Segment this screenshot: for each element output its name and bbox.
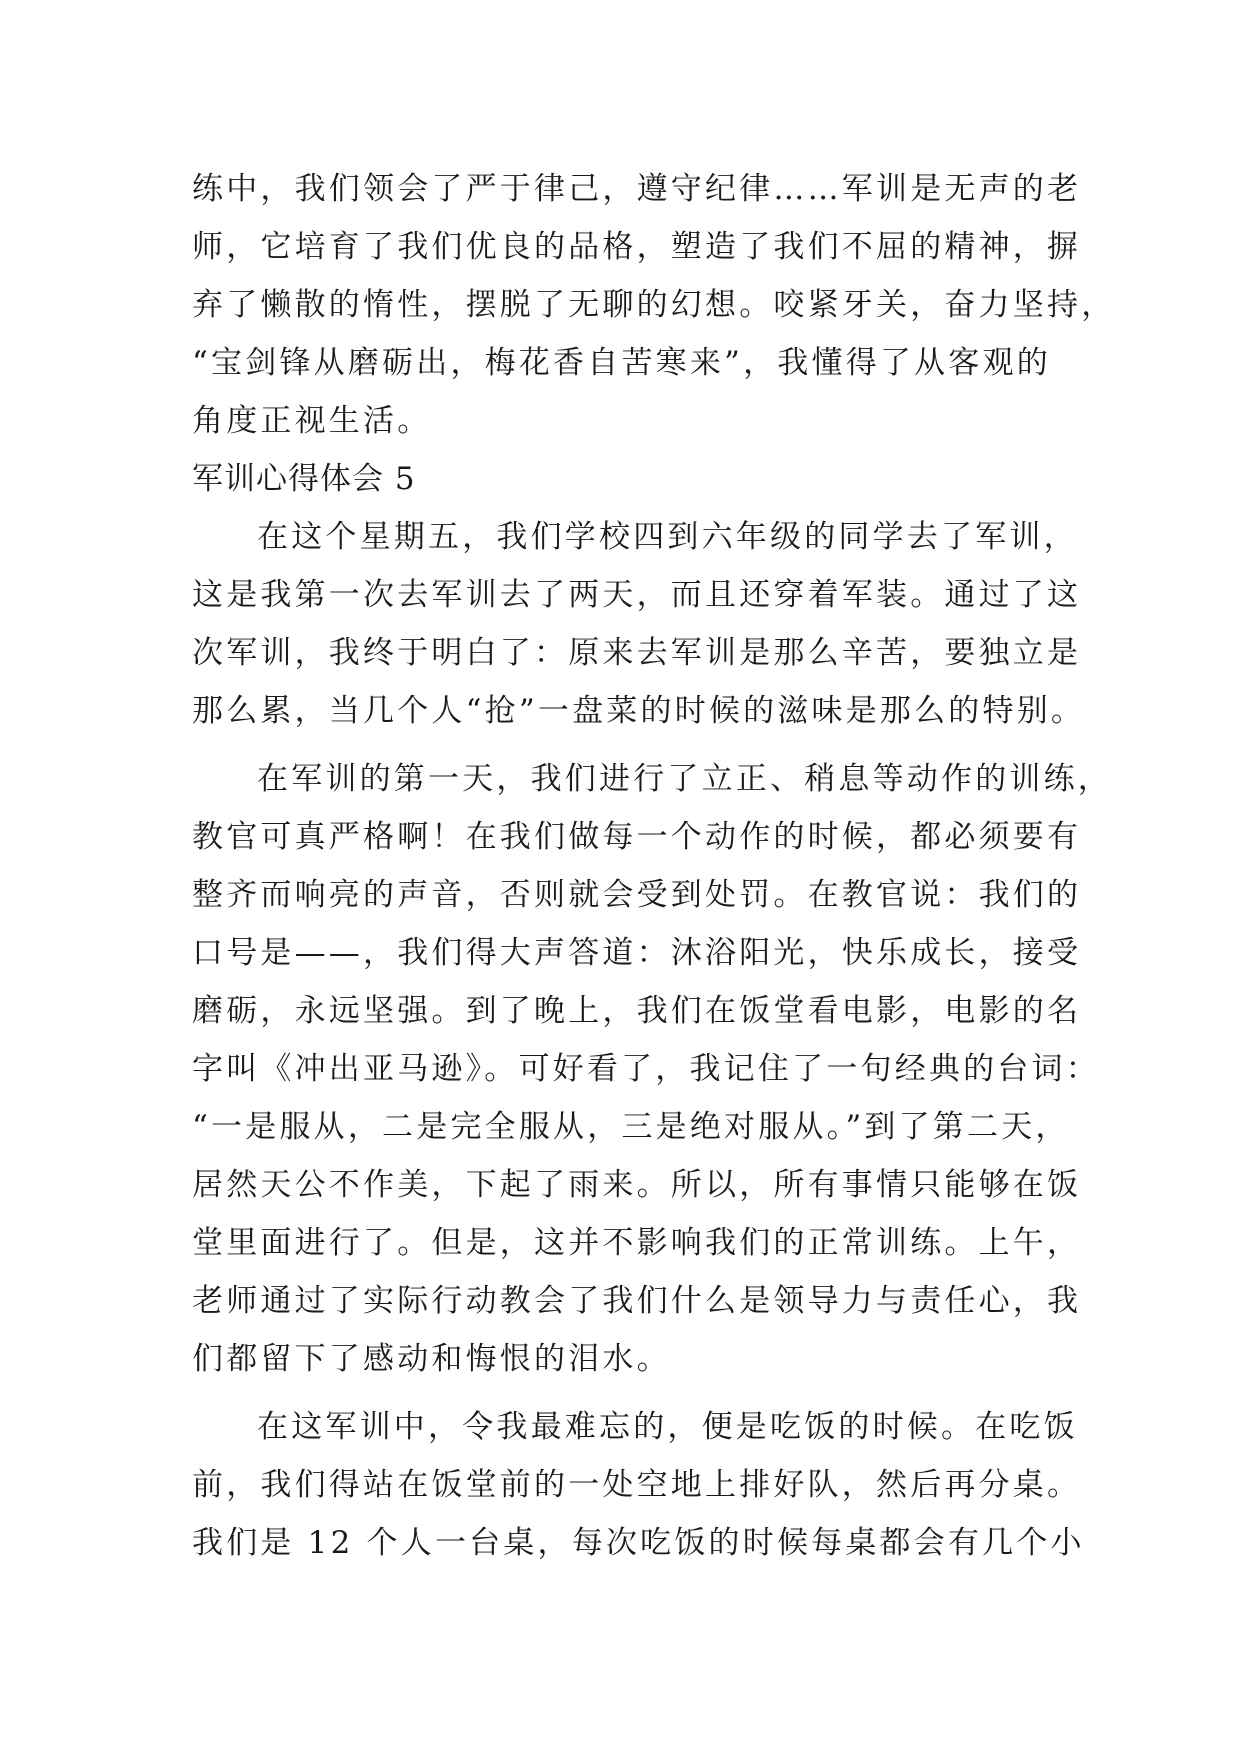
text-line: 整齐而响亮的声音，否则就会受到处罚。在教官说：我们的: [192, 877, 1082, 913]
text-line: 堂里面进行了。但是，这并不影响我们的正常训练。上午，: [192, 1225, 1082, 1261]
text-line: 前，我们得站在饭堂前的一处空地上排好队，然后再分桌。: [192, 1467, 1082, 1503]
section-heading: 军训心得体会 5: [192, 461, 416, 497]
text-line: 弃了懒散的惰性，摆脱了无聊的幻想。咬紧牙关，奋力坚持，: [192, 287, 1116, 323]
paragraph-first-line: 在这个星期五，我们学校四到六年级的同学去了军训，: [257, 519, 1078, 555]
text-line: 教官可真严格啊！在我们做每一个动作的时候，都必须要有: [192, 819, 1082, 855]
document-body: [192, 160, 1116, 1572]
text-line: 我们是 12 个人一台桌，每次吃饭的时候每桌都会有几个小: [192, 1525, 1085, 1561]
text-line: 那么累，当几个人“抢”一盘菜的时候的滋味是那么的特别。: [192, 693, 1086, 729]
text-line: 角度正视生活。: [192, 403, 432, 439]
text-line: “宝剑锋从磨砺出，梅花香自苦寒来”，我懂得了从客观的: [192, 345, 1051, 381]
text-line: 口号是——，我们得大声答道：沐浴阳光，快乐成长，接受: [192, 935, 1082, 971]
text-line: 字叫《冲出亚马逊》。可好看了，我记住了一句经典的台词：: [192, 1051, 1100, 1087]
text-line: 磨砺，永远坚强。到了晚上，我们在饭堂看电影，电影的名: [192, 993, 1082, 1029]
paragraph-first-line: 在军训的第一天，我们进行了立正、稍息等动作的训练，: [257, 761, 1112, 797]
text-line: “一是服从，二是完全服从，三是绝对服从。”到了第二天，: [192, 1109, 1070, 1145]
text-line: 次军训，我终于明白了：原来去军训是那么辛苦，要独立是: [192, 635, 1082, 671]
text-line: 练中，我们领会了严于律己，遵守纪律……军训是无声的老: [192, 171, 1082, 207]
text-line: 这是我第一次去军训去了两天，而且还穿着军装。通过了这: [192, 577, 1082, 613]
text-line: 师，它培育了我们优良的品格，塑造了我们不屈的精神，摒: [192, 229, 1082, 265]
text-line: 老师通过了实际行动教会了我们什么是领导力与责任心，我: [192, 1283, 1082, 1319]
text-line: 们都留下了感动和悔恨的泪水。: [192, 1341, 671, 1377]
paragraph-first-line: 在这军训中，令我最难忘的，便是吃饭的时候。在吃饭: [257, 1409, 1078, 1445]
text-line: 居然天公不作美，下起了雨来。所以，所有事情只能够在饭: [192, 1167, 1082, 1203]
